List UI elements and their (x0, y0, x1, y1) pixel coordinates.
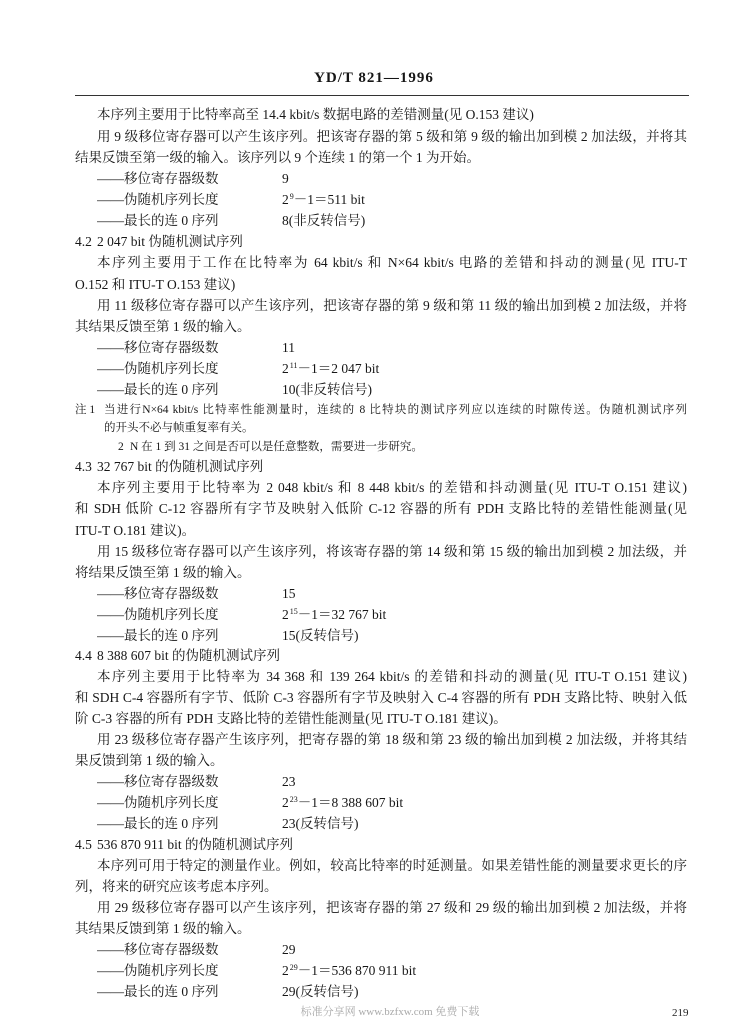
param-value: 23(反转信号) (282, 816, 359, 831)
paragraph-line: 其结果反馈至第 1 级的输入。 (75, 319, 251, 334)
power-base: 2 (282, 192, 289, 207)
param-label: ——最长的连 0 序列 (97, 382, 219, 397)
param-label: ——最长的连 0 序列 (97, 213, 219, 228)
paragraph-line: 阶 C-3 容器的所有 PDH 支路比特的差错性能测量(见 ITU-T O.181 建议)。 (75, 711, 507, 726)
param-label: ——伪随机序列长度 (97, 607, 219, 622)
param-label: ——移位寄存器级数 (97, 942, 219, 957)
section-number: 4.3 (75, 459, 92, 474)
power-remainder: －1＝8 388 607 bit (297, 795, 404, 810)
param-label: ——伪随机序列长度 (97, 361, 219, 376)
power-exponent: 15 (289, 607, 298, 616)
power-base: 2 (282, 795, 289, 810)
param-value: 29 (282, 942, 296, 957)
section-number: 4.5 (75, 837, 92, 852)
paragraph-line: 用 23 级移位寄存器产生该序列，把寄存器的第 18 级和第 23 级的输出加到模 2 加法级，并将其结 (97, 732, 687, 747)
header-rule (75, 95, 689, 96)
power-exponent: 23 (289, 795, 298, 804)
paragraph-line: 用 29 级移位寄存器可以产生该序列，把该寄存器的第 27 级和 29 级的输出加到模 2 加法级，并将 (97, 900, 687, 915)
param-value: 8(非反转信号) (282, 213, 366, 228)
section-title: 8 388 607 bit 的伪随机测试序列 (97, 648, 281, 663)
paragraph-line: 列，将来的研究应该考虑本序列。 (75, 879, 278, 894)
paragraph-line: 果反馈到第 1 级的输入。 (75, 753, 224, 768)
note-label: 注 1 (75, 404, 96, 416)
page-number: 219 (672, 1007, 689, 1019)
param-value: 11 (282, 340, 295, 355)
paragraph-line: 用 15 级移位寄存器可以产生该序列，将该寄存器的第 14 级和第 15 级的输出加到模 2 加法级，并 (97, 544, 687, 559)
power-remainder: －1＝2 047 bit (297, 361, 380, 376)
param-label: ——伪随机序列长度 (97, 192, 219, 207)
note-text: 当进行N×64 kbit/s 比特率性能测量时，连续的 8 比特块的测试序列应以连续的时隙传送。伪随机测试序列 (104, 404, 687, 416)
param-value (282, 606, 602, 624)
section-number: 4.2 (75, 234, 92, 249)
param-value: 10(非反转信号) (282, 382, 372, 397)
param-label: ——移位寄存器级数 (97, 586, 219, 601)
param-label: ——伪随机序列长度 (97, 795, 219, 810)
power-exponent: 9 (289, 192, 294, 201)
param-value: 9 (282, 171, 289, 186)
param-value (282, 191, 602, 209)
power-exponent: 29 (289, 963, 298, 972)
param-value: 15(反转信号) (282, 628, 359, 643)
section-title: 32 767 bit 的伪随机测试序列 (97, 459, 264, 474)
power-exponent: 11 (289, 361, 298, 370)
param-label: ——移位寄存器级数 (97, 340, 219, 355)
power-base: 2 (282, 963, 289, 978)
param-value: 29(反转信号) (282, 984, 359, 999)
paragraph-line: 用 11 级移位寄存器可以产生该序列，把该寄存器的第 9 级和第 11 级的输出加到模 2 加法级，并将 (97, 298, 687, 313)
paragraph-line: 本序列主要用于工作在比特率为 64 kbit/s 和 N×64 kbit/s 电路的差错和抖动的测量(见 ITU-T (97, 255, 687, 270)
param-label: ——最长的连 0 序列 (97, 628, 219, 643)
paragraph-line: 和 SDH C-4 容器所有字节、低阶 C-3 容器所有字节及映射入 C-4 容器的所有 PDH 支路比特、映射入低 (75, 690, 687, 705)
paragraph-line: 将结果反馈至第 1 级的输入。 (75, 565, 251, 580)
power-remainder: －1＝32 767 bit (297, 607, 387, 622)
param-label: ——移位寄存器级数 (97, 774, 219, 789)
page-header-title: YD/T 821—1996 (314, 70, 434, 86)
param-value (282, 794, 602, 812)
paragraph-line: O.152 和 ITU-T O.153 建议) (75, 277, 236, 292)
paragraph-line: 本序列主要用于比特率高至 14.4 kbit/s 数据电路的差错测量(见 O.153 建议) (97, 107, 534, 122)
param-label: ——最长的连 0 序列 (97, 984, 219, 999)
note-text: 的开头不必与帧重复率有关。 (104, 422, 254, 434)
param-value (282, 360, 602, 378)
paragraph-line: 结果反馈至第一级的输入。该序列以 9 个连续 1 的第一个 1 为开始。 (75, 150, 480, 165)
watermark: 标准分享网 www.bzfxw.com 免费下载 (300, 1006, 480, 1018)
power-remainder: －1＝511 bit (293, 192, 365, 207)
param-value: 23 (282, 774, 296, 789)
paragraph-line: 本序列主要用于比特率为 34 368 和 139 264 kbit/s 的差错和抖动的测量(见 ITU-T O.151 建议) (97, 669, 687, 684)
section-title: 2 047 bit 伪随机测试序列 (97, 234, 243, 249)
param-label: ——移位寄存器级数 (97, 171, 219, 186)
note-text: N 在 1 到 31 之间是否可以是任意整数，需要进一步研究。 (130, 441, 423, 453)
power-base: 2 (282, 607, 289, 622)
paragraph-line: 和 SDH 低阶 C-12 容器所有字节及映射入低阶 C-12 容器的所有 PDH 支路比特的差错性能测量(见 (75, 501, 687, 516)
paragraph-line: 本序列可用于特定的测量作业。例如，较高比特率的时延测量。如果差错性能的测量要求更长的序 (97, 858, 687, 873)
power-base: 2 (282, 361, 289, 376)
section-number: 4.4 (75, 648, 92, 663)
param-value: 15 (282, 586, 296, 601)
note-label: 2 (118, 441, 124, 453)
power-remainder: －1＝536 870 911 bit (297, 963, 417, 978)
param-label: ——最长的连 0 序列 (97, 816, 219, 831)
paragraph-line: 其结果反馈到第 1 级的输入。 (75, 921, 251, 936)
param-label: ——伪随机序列长度 (97, 963, 219, 978)
section-title: 536 870 911 bit 的伪随机测试序列 (97, 837, 294, 852)
paragraph-line: 本序列主要用于比特率为 2 048 kbit/s 和 8 448 kbit/s 的差错和抖动测量(见 ITU-T O.151 建议) (97, 480, 687, 495)
paragraph-line: 用 9 级移位寄存器可以产生该序列。把该寄存器的第 5 级和第 9 级的输出加到模 2 加法级，并将其 (97, 129, 687, 144)
param-value (282, 962, 602, 980)
paragraph-line: ITU-T O.181 建议)。 (75, 523, 196, 538)
